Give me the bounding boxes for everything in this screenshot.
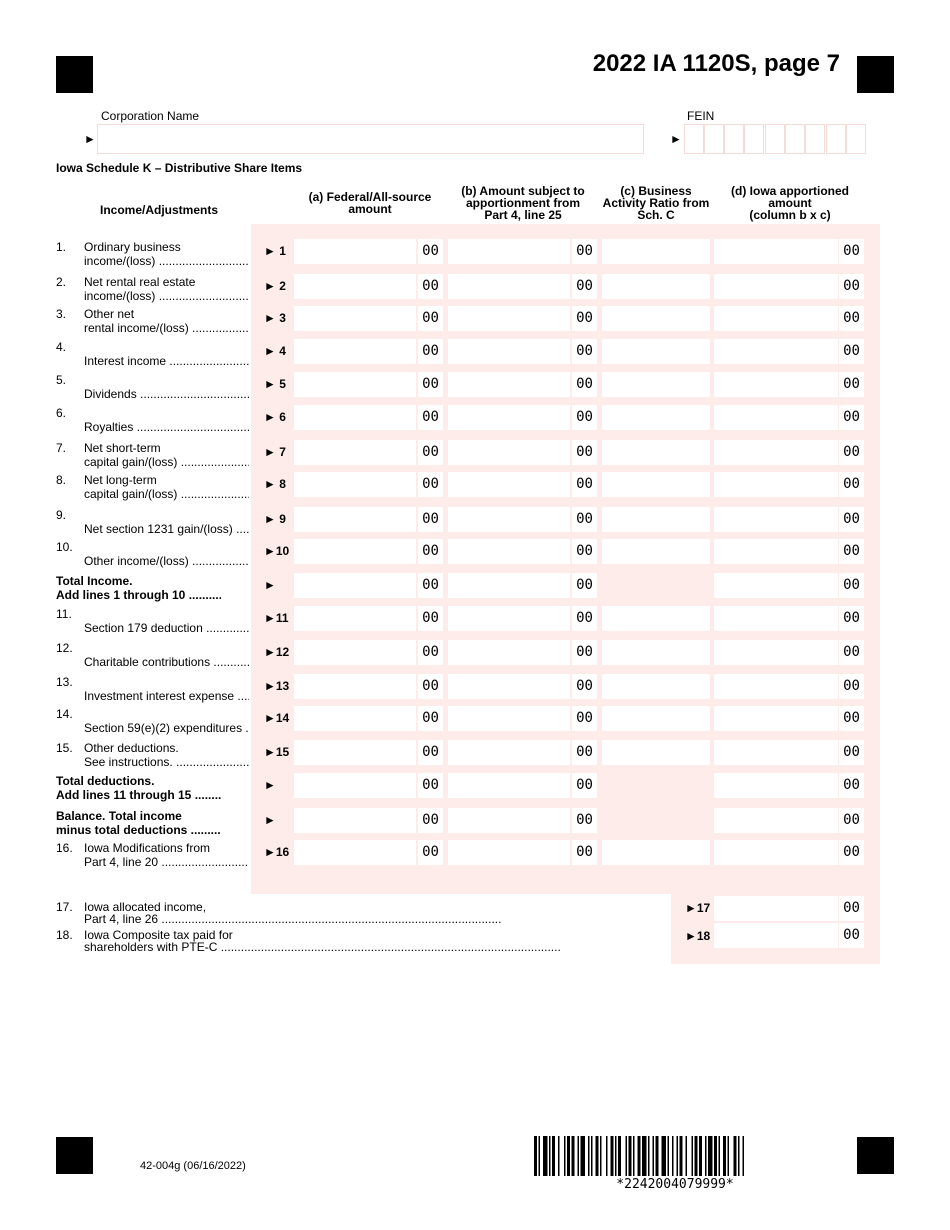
corporation-name-label: Corporation Name — [101, 109, 200, 123]
column-d-input[interactable] — [714, 740, 838, 765]
registration-mark-top-left — [56, 56, 93, 93]
cents-field[interactable]: 00 — [839, 274, 864, 299]
row-line-arrow: ►16 — [264, 845, 290, 859]
barcode-bar — [588, 1136, 590, 1176]
barcode-bar — [653, 1136, 655, 1176]
cents-field[interactable]: 00 — [839, 740, 864, 765]
barcode-bar — [677, 1136, 679, 1176]
column-c-input[interactable] — [602, 274, 710, 299]
line-17-arrow: ►17 — [685, 901, 711, 915]
row-line-arrow: ► — [264, 778, 276, 792]
barcode-bar — [534, 1136, 537, 1176]
column-d-input[interactable] — [714, 472, 838, 497]
barcode-bar — [708, 1136, 713, 1176]
column-d-input[interactable] — [714, 773, 838, 798]
barcode-image — [534, 1136, 816, 1176]
cents-field[interactable]: 00 — [572, 840, 597, 865]
column-b-input[interactable] — [448, 773, 570, 798]
page-title: 2022 IA 1120S, page 7 — [592, 50, 840, 77]
column-d-input[interactable] — [714, 306, 838, 331]
row-line-arrow: ► 6 — [264, 410, 286, 424]
barcode-bar — [615, 1136, 617, 1176]
fein-digit-cell[interactable] — [724, 124, 744, 154]
barcode-bar — [648, 1136, 650, 1176]
cents-field[interactable]: 00 — [572, 372, 597, 397]
row-line-arrow: ► 1 — [264, 244, 286, 258]
line-18-cents[interactable]: 00 — [839, 923, 864, 948]
column-b-input[interactable] — [448, 740, 570, 765]
barcode-bar — [572, 1136, 575, 1176]
column-d-input[interactable] — [714, 274, 838, 299]
column-b-input[interactable] — [448, 274, 570, 299]
row-line-arrow: ►13 — [264, 679, 290, 693]
column-c-input[interactable] — [602, 372, 710, 397]
cents-field[interactable]: 00 — [572, 274, 597, 299]
column-b-input[interactable] — [448, 674, 570, 699]
column-c-input[interactable] — [602, 339, 710, 364]
barcode-bar — [699, 1136, 702, 1176]
barcode-bar — [642, 1136, 647, 1176]
barcode-bar — [723, 1136, 726, 1176]
barcode-bar — [743, 1136, 745, 1176]
column-income-heading: Income/Adjustments — [100, 203, 219, 217]
row-line-arrow: ►11 — [264, 611, 289, 625]
barcode-bar — [552, 1136, 555, 1176]
fein-digit-cell[interactable] — [744, 124, 764, 154]
barcode-bar — [600, 1136, 602, 1176]
cents-field[interactable]: 00 — [572, 606, 597, 631]
barcode-bar — [672, 1136, 674, 1176]
row-line-arrow: ► 7 — [264, 445, 286, 459]
column-b-heading: (b) Amount subject to apportionment from Part 4, line 25 — [461, 184, 585, 222]
column-d-input[interactable] — [714, 706, 838, 731]
cents-field[interactable]: 00 — [418, 606, 443, 631]
registration-mark-top-right — [857, 56, 894, 93]
fein-digit-cell[interactable] — [765, 124, 785, 154]
cents-field[interactable]: 00 — [839, 339, 864, 364]
fein-arrow: ► — [670, 132, 682, 146]
column-c-input[interactable] — [602, 239, 710, 264]
row-line-arrow: ► — [264, 813, 276, 827]
cents-field[interactable]: 00 — [418, 507, 443, 532]
barcode-bar — [591, 1136, 593, 1176]
cents-field[interactable]: 00 — [839, 539, 864, 564]
column-c-input[interactable] — [602, 674, 710, 699]
column-d-input[interactable] — [714, 405, 838, 430]
column-a-input[interactable] — [294, 472, 416, 497]
barcode-bar — [543, 1136, 548, 1176]
barcode-bar — [668, 1136, 670, 1176]
column-d-input[interactable] — [714, 840, 838, 865]
barcode-bar — [692, 1136, 694, 1176]
cents-field[interactable]: 00 — [839, 440, 864, 465]
column-b-input[interactable] — [448, 606, 570, 631]
column-d-input[interactable] — [714, 640, 838, 665]
cents-field[interactable]: 00 — [418, 740, 443, 765]
cents-field[interactable]: 00 — [572, 507, 597, 532]
registration-mark-bottom-right — [857, 1137, 894, 1174]
cents-field[interactable]: 00 — [572, 339, 597, 364]
column-a-input[interactable] — [294, 640, 416, 665]
column-c-input[interactable] — [602, 840, 710, 865]
cents-field[interactable]: 00 — [839, 674, 864, 699]
corporation-name-input[interactable] — [97, 124, 644, 154]
cents-field[interactable]: 00 — [572, 405, 597, 430]
barcode-bar — [728, 1136, 730, 1176]
schedule-title: Iowa Schedule K – Distributive Share Items — [56, 161, 303, 175]
cents-field[interactable]: 00 — [418, 573, 443, 598]
column-c-input[interactable] — [602, 306, 710, 331]
cents-field[interactable]: 00 — [418, 405, 443, 430]
form-id: 42-004g (06/16/2022) — [140, 1160, 246, 1172]
barcode-bar — [734, 1136, 737, 1176]
column-d-input[interactable] — [714, 674, 838, 699]
cents-field[interactable]: 00 — [839, 606, 864, 631]
line-17-amount-input[interactable] — [714, 896, 838, 921]
row-line-arrow: ►12 — [264, 645, 290, 659]
cents-field[interactable]: 00 — [418, 372, 443, 397]
line-17-cents[interactable]: 00 — [839, 896, 864, 921]
barcode-bar — [719, 1136, 721, 1176]
cents-field[interactable]: 00 — [572, 306, 597, 331]
fein-digit-cell[interactable] — [805, 124, 825, 154]
column-d-input[interactable] — [714, 606, 838, 631]
cents-field[interactable]: 00 — [572, 440, 597, 465]
barcode-bar — [606, 1136, 608, 1176]
column-a-input[interactable] — [294, 573, 416, 598]
cents-field[interactable]: 00 — [572, 706, 597, 731]
barcode-bar — [633, 1136, 635, 1176]
column-b-input[interactable] — [448, 405, 570, 430]
fein-digit-cell[interactable] — [826, 124, 846, 154]
column-a-input[interactable] — [294, 808, 416, 833]
column-d-heading: (d) Iowa apportioned amount (column b x c) — [731, 184, 849, 222]
column-c-input[interactable] — [602, 440, 710, 465]
barcode-bar — [558, 1136, 560, 1176]
barcode-bar — [714, 1136, 717, 1176]
cents-field[interactable]: 00 — [572, 472, 597, 497]
cents-field[interactable]: 00 — [418, 274, 443, 299]
cents-field[interactable]: 00 — [839, 507, 864, 532]
column-a-input[interactable] — [294, 372, 416, 397]
barcode-bar — [638, 1136, 641, 1176]
barcode-bar — [539, 1136, 541, 1176]
cents-field[interactable]: 00 — [418, 239, 443, 264]
column-a-input[interactable] — [294, 339, 416, 364]
column-a-input[interactable] — [294, 539, 416, 564]
row-line-arrow: ► — [264, 578, 276, 592]
cents-field[interactable]: 00 — [839, 372, 864, 397]
barcode-bar — [695, 1136, 698, 1176]
column-b-input[interactable] — [448, 706, 570, 731]
row-line-arrow: ► 4 — [264, 344, 286, 358]
column-a-input[interactable] — [294, 440, 416, 465]
column-d-input[interactable] — [714, 440, 838, 465]
barcode-bar — [564, 1136, 566, 1176]
fein-digit-cell[interactable] — [785, 124, 805, 154]
column-a-input[interactable] — [294, 706, 416, 731]
cents-field[interactable]: 00 — [418, 706, 443, 731]
cents-field[interactable]: 00 — [572, 674, 597, 699]
cents-field[interactable]: 00 — [418, 440, 443, 465]
cents-field[interactable]: 00 — [418, 640, 443, 665]
column-d-input[interactable] — [714, 372, 838, 397]
column-d-input[interactable] — [714, 573, 838, 598]
column-a-input[interactable] — [294, 740, 416, 765]
row-line-arrow: ►10 — [264, 544, 290, 558]
line-18-arrow: ►18 — [685, 929, 711, 943]
column-a-input[interactable] — [294, 274, 416, 299]
cents-field[interactable]: 00 — [839, 306, 864, 331]
cents-field[interactable]: 00 — [418, 306, 443, 331]
barcode-bar — [596, 1136, 599, 1176]
barcode-bar — [581, 1136, 586, 1176]
column-a-input[interactable] — [294, 306, 416, 331]
row-line-arrow: ►14 — [264, 711, 290, 725]
column-a-input[interactable] — [294, 507, 416, 532]
barcode-bar — [567, 1136, 570, 1176]
column-c-heading: (c) Business Activity Ratio from Sch. C — [602, 184, 710, 222]
cents-field[interactable]: 00 — [418, 773, 443, 798]
column-a-input[interactable] — [294, 674, 416, 699]
column-c-input[interactable] — [602, 472, 710, 497]
line-18-amount-input[interactable] — [714, 923, 838, 948]
cents-field[interactable]: 00 — [839, 472, 864, 497]
column-c-input[interactable] — [602, 606, 710, 631]
barcode-bar — [578, 1136, 580, 1176]
column-a-input[interactable] — [294, 773, 416, 798]
cents-field[interactable]: 00 — [839, 239, 864, 264]
row-line-arrow: ► 9 — [264, 512, 286, 526]
cents-field[interactable]: 00 — [839, 840, 864, 865]
cents-field[interactable]: 00 — [839, 773, 864, 798]
column-a-input[interactable] — [294, 239, 416, 264]
registration-mark-bottom-left — [56, 1137, 93, 1174]
cents-field[interactable]: 00 — [839, 405, 864, 430]
cents-field[interactable]: 00 — [572, 773, 597, 798]
row-line-arrow: ► 5 — [264, 377, 286, 391]
column-b-input[interactable] — [448, 808, 570, 833]
fein-label: FEIN — [687, 109, 715, 123]
column-b-input[interactable] — [448, 573, 570, 598]
column-d-input[interactable] — [714, 808, 838, 833]
barcode-bar — [618, 1136, 621, 1176]
cents-field[interactable]: 00 — [572, 808, 597, 833]
barcode-bar — [611, 1136, 614, 1176]
column-b-input[interactable] — [448, 840, 570, 865]
column-a-heading: (a) Federal/All-source amount — [308, 190, 432, 216]
barcode-bar — [680, 1136, 683, 1176]
row-line-arrow: ► 2 — [264, 279, 286, 293]
cents-field[interactable]: 00 — [572, 539, 597, 564]
cents-field[interactable]: 00 — [418, 539, 443, 564]
barcode-bar — [656, 1136, 659, 1176]
barcode-bar — [686, 1136, 688, 1176]
column-b-input[interactable] — [448, 539, 570, 564]
column-b-input[interactable] — [448, 306, 570, 331]
column-b-input[interactable] — [448, 472, 570, 497]
column-d-input[interactable] — [714, 239, 838, 264]
cents-field[interactable]: 00 — [839, 640, 864, 665]
cents-field[interactable]: 00 — [839, 808, 864, 833]
column-b-input[interactable] — [448, 440, 570, 465]
corporation-name-arrow: ► — [84, 132, 96, 146]
column-c-input[interactable] — [602, 706, 710, 731]
cents-field[interactable]: 00 — [839, 706, 864, 731]
fein-digit-cell[interactable] — [846, 124, 866, 154]
barcode-bar — [738, 1136, 740, 1176]
column-b-input[interactable] — [448, 640, 570, 665]
cents-field[interactable]: 00 — [572, 573, 597, 598]
barcode-bar — [705, 1136, 707, 1176]
cents-field[interactable]: 00 — [572, 740, 597, 765]
cents-field[interactable]: 00 — [418, 472, 443, 497]
barcode-bar — [626, 1136, 628, 1176]
barcode-bar — [629, 1136, 632, 1176]
cents-field[interactable]: 00 — [418, 339, 443, 364]
column-c-input[interactable] — [602, 740, 710, 765]
column-b-input[interactable] — [448, 339, 570, 364]
column-c-input[interactable] — [602, 405, 710, 430]
row-line-arrow: ► 8 — [264, 477, 286, 491]
column-b-input[interactable] — [448, 507, 570, 532]
cents-field[interactable]: 00 — [418, 808, 443, 833]
column-c-input[interactable] — [602, 507, 710, 532]
barcode-bar — [549, 1136, 551, 1176]
column-c-input[interactable] — [602, 539, 710, 564]
row-line-arrow: ► 3 — [264, 311, 286, 325]
column-b-input[interactable] — [448, 372, 570, 397]
column-d-input[interactable] — [714, 507, 838, 532]
cents-field[interactable]: 00 — [418, 674, 443, 699]
column-a-input[interactable] — [294, 840, 416, 865]
column-d-input[interactable] — [714, 539, 838, 564]
cents-field[interactable]: 00 — [839, 573, 864, 598]
column-d-input[interactable] — [714, 339, 838, 364]
cents-field[interactable]: 00 — [418, 840, 443, 865]
row-line-arrow: ►15 — [264, 745, 290, 759]
cents-field[interactable]: 00 — [572, 239, 597, 264]
barcode-text: *2242004079999* — [616, 1177, 734, 1192]
column-a-input[interactable] — [294, 606, 416, 631]
fein-digit-cell[interactable] — [704, 124, 724, 154]
column-c-input[interactable] — [602, 640, 710, 665]
fein-digit-cell[interactable] — [684, 124, 704, 154]
column-a-input[interactable] — [294, 405, 416, 430]
cents-field[interactable]: 00 — [572, 640, 597, 665]
column-b-input[interactable] — [448, 239, 570, 264]
barcode-bar — [662, 1136, 667, 1176]
